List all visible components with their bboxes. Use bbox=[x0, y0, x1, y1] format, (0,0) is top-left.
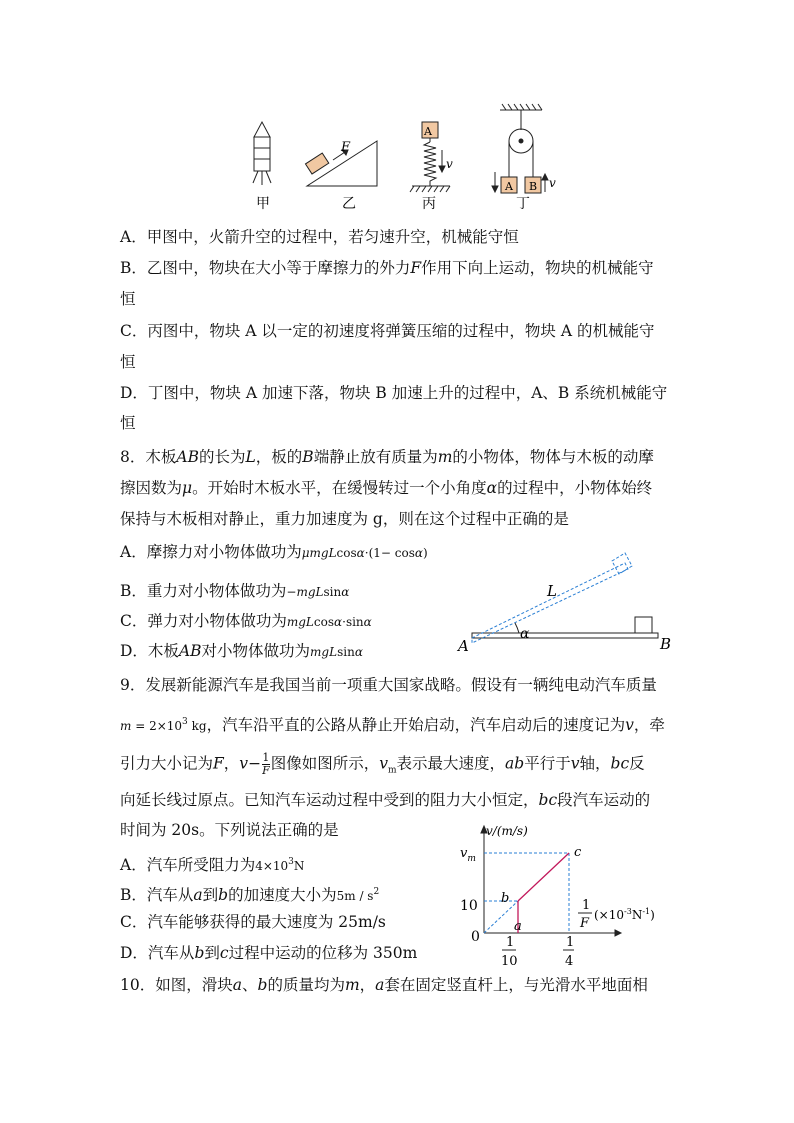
q8-stem-line2: 擦因数为μ。开始时木板水平，在缓慢转过一个小角度α的过程中，小物体始终 bbox=[120, 479, 653, 497]
force-F-label: F bbox=[341, 140, 351, 155]
x-axis-arrow-icon bbox=[615, 930, 621, 936]
svg-text:(×10-3N-1): $(\times 10^{-3}N^{-1})$ bbox=[594, 907, 655, 922]
q8-board-figure bbox=[455, 545, 675, 655]
q7-option-b: B．乙图中，物块在大小等于摩擦力的外力F作用下向上运动，物块的机械能守 bbox=[120, 259, 654, 277]
svg-text:F: F bbox=[580, 916, 590, 931]
q8-option-a: A．摩擦力对小物体做功为μmgLcosα·(1− cosα) bbox=[120, 543, 428, 561]
point-A-label: A bbox=[458, 637, 469, 655]
angle-alpha-label: α bbox=[520, 626, 530, 642]
board-L-label: L bbox=[547, 582, 557, 600]
label-yi: 乙 bbox=[342, 196, 356, 212]
q8-option-d: D．木板AB对小物体做功为mgLsinα bbox=[120, 642, 363, 660]
label-ding: 丁 bbox=[516, 196, 530, 212]
point-a-label: a bbox=[514, 919, 522, 934]
block-A-label: A bbox=[424, 125, 432, 138]
block-A-pulley-label: A bbox=[505, 180, 513, 193]
q8-stem-line3: 保持与木板相对静止，重力加速度为 g，则在这个过程中正确的是 bbox=[120, 510, 569, 528]
q8-option-b: B．重力对小物体做功为−mgLsinα bbox=[120, 582, 350, 600]
block-B-pulley-label: B bbox=[529, 180, 538, 193]
vm-tick-label: $v_m$ bbox=[460, 846, 476, 864]
y-tick-10: 10 bbox=[460, 898, 478, 914]
q7-option-c: C．丙图中，物块 A 以一定的初速度将弹簧压缩的过程中，物块 A 的机械能守 bbox=[120, 322, 655, 340]
q7-option-b-cont: 恒 bbox=[120, 290, 136, 308]
q9-stem-line5: 时间为 20s。下列说法正确的是 bbox=[120, 821, 339, 839]
x-tick-1-10 bbox=[501, 935, 518, 969]
label-jia: 甲 bbox=[256, 196, 270, 212]
y-axis-label: v/(m/s) bbox=[486, 824, 528, 838]
q8-stem-line1: 8．木板AB的长为L，板的B端静止放有质量为m的小物体，物体与木板的动摩 bbox=[120, 448, 654, 466]
q9-option-d: D．汽车从b到c过程中运动的位移为 350m bbox=[120, 944, 418, 962]
x-axis-label bbox=[578, 898, 655, 931]
q9-stem-line3: 引力大小记为F，v− $\frac{1}{F}$ 图像如图所示，$v_m$表示最大速度，ab平行于v轴，bc反 bbox=[120, 751, 645, 777]
q9-option-a: A．汽车所受阻力为$4\times 10^3N$ bbox=[120, 856, 305, 875]
q7-option-d: D．丁图中，物块 A 加速下落，物块 B 加速上升的过程中，A、B 系统机械能守 bbox=[120, 384, 668, 402]
segment-bc bbox=[518, 853, 569, 901]
point-B-label: B bbox=[660, 635, 672, 653]
rocket-figure bbox=[253, 122, 271, 185]
q7-option-c-cont: 恒 bbox=[120, 353, 136, 371]
q9-option-c: C．汽车能够获得的最大速度为 25m/s bbox=[120, 913, 386, 931]
point-b-label: b bbox=[501, 891, 510, 906]
velocity-v-pulley-label: v bbox=[549, 176, 556, 190]
svg-text:1: 1 bbox=[566, 935, 575, 950]
velocity-v-label: v bbox=[446, 157, 453, 171]
svg-text:4: 4 bbox=[565, 954, 574, 969]
q9-stem-line2: $m = 2\times 10^3$ kg，汽车沿平直的公路从静止开始启动，汽车启动后的速度记为v，牵 bbox=[120, 716, 665, 735]
q9-option-b: B．汽车从a到b的加速度大小为$5m / s^2$ bbox=[120, 886, 380, 905]
pulley-figure bbox=[492, 104, 548, 193]
q9-stem-line4: 向延长线过原点。已知汽车运动过程中受到的阻力大小恒定，bc段汽车运动的 bbox=[120, 791, 651, 809]
origin-label: 0 bbox=[471, 929, 480, 945]
q9-stem-line1: 9．发展新能源汽车是我国当前一项重大国家战略。假设有一辆纯电动汽车质量 bbox=[120, 676, 657, 694]
svg-text:1: 1 bbox=[506, 935, 515, 950]
q8-option-c: C．弹力对小物体做功为mgLcosα·sinα bbox=[120, 612, 372, 630]
q7-option-a: A．甲图中，火箭升空的过程中，若匀速升空，机械能守恒 bbox=[120, 228, 519, 246]
figure-mechanical-energy bbox=[0, 0, 794, 215]
q9-v-1overF-chart bbox=[450, 823, 680, 973]
label-bing: 丙 bbox=[422, 196, 436, 212]
q7-option-d-cont: 恒 bbox=[120, 414, 136, 432]
svg-text:1: 1 bbox=[582, 898, 591, 913]
point-c-label: c bbox=[574, 845, 582, 860]
q10-stem-line1: 10．如图，滑块a、b的质量均为m，a套在固定竖直杆上，与光滑水平地面相 bbox=[120, 976, 648, 994]
x-tick-1-4 bbox=[563, 935, 574, 969]
svg-text:10: 10 bbox=[501, 954, 518, 969]
